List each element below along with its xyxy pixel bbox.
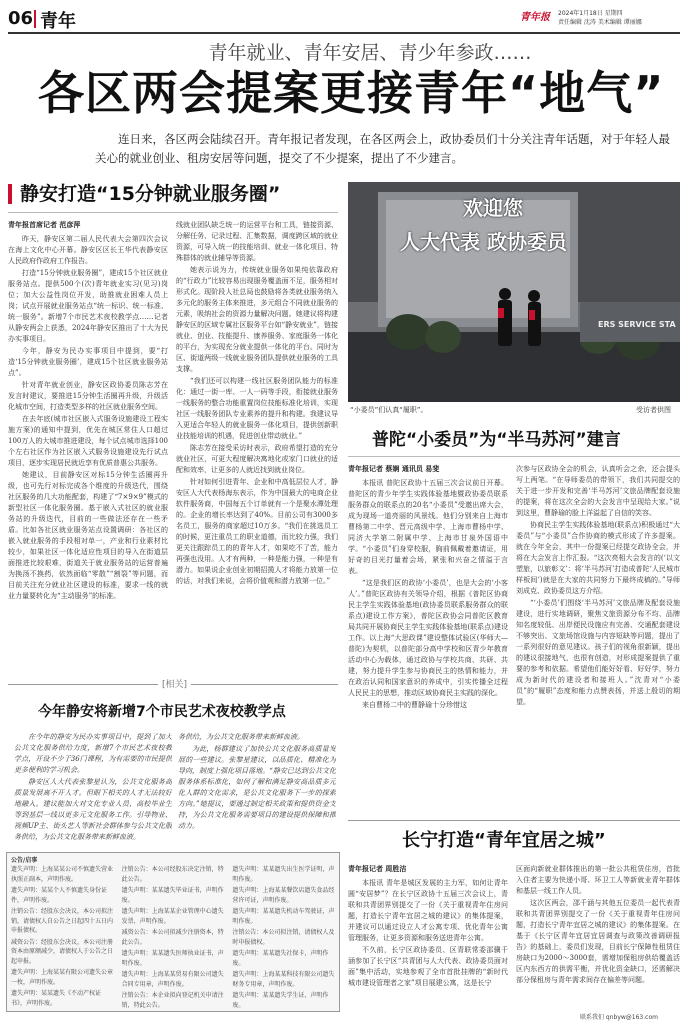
event-photo: [348, 182, 680, 402]
title-marker: [8, 184, 12, 204]
photo-credit: 受访者供图: [636, 406, 671, 414]
paragraph: 静安区人大代表张黎星认为，公共文化服务高质量发展离不开人才。但眼下相关的人才无法较好地融入。建议能加大对文化专业人员、高校毕业生等到基层一线以更多元文化服务工作。引导物业、视频UP主、街头艺人等新社会群体参与公共文化服务供给，为公共文化服务带来新鲜血液。: [14, 778, 172, 841]
ad-entry: 遗失声明：某某遗失出生医学证明，声明作废。: [232, 866, 335, 883]
changning-top-rule: [348, 820, 680, 821]
ad-entry: 注销公告：本企业拟向登记机关申请注销，特此公告。: [121, 992, 224, 1009]
jingan-col-2: [176, 220, 338, 650]
paragraph: 在去年底(城市社区嵌入式服务设施建设工程实施方案)的通知中提到，优先在城区常住人口超过100万人的大城市推进建设，每个试点城市选择100个左右社区作为社区嵌入式服务设施建设先行试点项目，逐步实现居民就近享有优质普惠公共服务。: [8, 415, 168, 467]
lead-paragraph: 连日来，各区两会陆续召开。青年报记者发现，在各区两会上，政协委员们十分关注青年话题，对于年轻人最关心的就业创业、租房安居等问题，提交了不少提案，提出了不少建言。: [95, 132, 670, 165]
page-header: [8, 6, 680, 32]
paragraph: 不久前，长宁区政协委员、区青联常委邵骥千涵参加了长宁区“共青团与人大代表、政协委员面对面”集中活动，实地参观了全市首批挂牌的“新时代城市建设管理者之家”项目展建公寓，这是长宁: [348, 946, 508, 987]
ad-entry: 遗失声明：某某遗失《不动产权证书》，声明作废。: [11, 990, 102, 1007]
jingan-byline: 青年报首席记者 范彦萍: [8, 221, 81, 229]
ad-entry: 遗失声明：上海某某餐饮店遗失食品经营许可证，声明作废。: [232, 887, 335, 904]
newspaper-logo: 青年报: [520, 12, 550, 23]
paragraph: 本报讯 青年是城区发展的主力军，如何让青年圆“安居梦”？在长宁区政协十五届三次会议上，青联和共青团界别提交了一份《关于重视青年住房问题，打造长宁青年宜居之城的建议》的集体提案，并建议可以通过设立人才公寓专项、优化青年公寓管理服务，让更多资源和服务送进青年公寓。: [348, 879, 508, 942]
jingan-title-block: [8, 180, 338, 208]
paragraph: 来自曹杨二中的曹静瑜十分珍惜这: [362, 701, 467, 709]
putuo-title: 普陀“小委员”为“半马苏河”建言: [372, 430, 621, 450]
ad-entry: 遗失声明：某某遗失毕业证书，声明作废。: [121, 887, 224, 904]
ad-entry: 遗失声明：上海某某贸易有限公司遗失合同专用章，声明作废。: [121, 971, 224, 988]
header-rule: [8, 32, 680, 34]
putuo-col-1: [348, 478, 508, 810]
related-col-2: [178, 732, 336, 844]
ad-entry: 遗失声明：某某遗失社保卡，声明作废。: [232, 950, 329, 967]
issue-date: 2024年1月18日 星期四: [558, 10, 623, 17]
paragraph: 她建议，目前静安区对标15分钟生活圈再升级，也可先行对标完成各个维度的升级迭代，围绕社区服务的几大功能配套，构建了“7×9×9”模式的新型社区一体化服务圈。基于嵌入式社区的就业服务站的升级迭代，目前的一些做法还存在一些矛盾。比如各社区就业服务站点设置调研：各社区的嵌入就业服务的手段相对单一，产业和行业素材比较少，如果社区一体化适应性项目的导入在街道层面推进比较艰难，街道关于就业服务站的运营普遍为换汤不换药，依然面临“零散”“割裂”等问题，而目前关注充分就业社区建设的标准，要求一线的就业力量要转化为“主动服务”的标准。: [8, 471, 168, 600]
ad-entry: 遗失声明：上海某某有限公司遗失公章一枚，声明作废。: [11, 969, 114, 986]
ad-entry: 注销公告：本公司经股东决定注销，特此公告。: [121, 866, 224, 883]
ad-entry: 遗失声明：某某遗失机动车驾驶证，声明作废。: [232, 908, 335, 925]
ad-entry: 减资公告：本公司拟减少注册资本，特此公告。: [121, 929, 224, 946]
paragraph: 陈志芳在接受采访时表示，政府希望打造的充分就业社区，可更大程度解决寓地化或家门口就业的适配和效率，让更多的人就近找到就业岗位。: [176, 444, 338, 474]
putuo-byline: 青年报记者 蔡娴 通讯员 易斐: [348, 465, 440, 473]
paragraph: 针对青年就业创业，静安区政协委员陈志芳在发言时建议，要推进15分钟生活圈再升级，升级活化城市空间，打造类型多样的社区就业服务空间。: [8, 381, 168, 411]
paragraph: 在今年的静安为民办实事项目中，提到了加大公共文化服务供给力度，新增7个市民艺术夜校教学点，开设不少于36门课程，为有需要的市民提供更多便利的学习机会。: [14, 733, 172, 774]
putuo-col-2: [516, 464, 680, 810]
ad-entry: 遗失声明：上海某某公司不慎遗失营业执照正副本，声明作废。: [11, 866, 114, 883]
photo-caption: “小委员”们认真“履职”。: [350, 406, 428, 414]
kicker: 青年就业、青年安居、青少年参政……: [208, 42, 532, 64]
jingan-title: 静安打造“15分钟就业服务圈”: [20, 183, 281, 205]
paragraph: “‘小委员’们围绕‘半马苏河’文旅品牌及配套设施建设，进行实地调研，聚焦文旅资源分布不均、品牌知名度较低、出岸便民设施应有完善、交通配套建设不够突出、文旅场馆设施与内容短缺等问题，提出了一系列很好的意见建议。孩子们的视角很新颖，提出的建议很接地气，也很有创造，对形成提案提供了重要的参考和依据。希望他们能好好看、好好学，努力成为新时代的建设者和接班人。”沈青对“小委员”的“履职”态度和能力点赞表扬，并送上殷切的期望。: [516, 599, 680, 706]
page-number: 06: [8, 8, 34, 29]
ad-entry: 遗失声明：上海某某企业管理中心遗失发票，声明作废。: [121, 908, 224, 925]
paragraph: 针对如何引进青年、企业和中高低层位人才，静安区人大代表杨海东表示，作为中国最大的电商企业软件服务商，中国每五个订单就有一个是聚水潭处理的。企业的增长率达到了40%。目前公司有3000多名员工，服务的商家超过10万多。“我们在挑选员工的时候，更注重员工的职业道德，而比较力强，我们更关注跟踪员工的的青年人才，如果吃不了苦，能力再强也没用。人才有两种，一种是能力强，一种是有潜力。如果说企业创业初期招揽人才将能力放第一位的话，对我们来说，会将价值观和潜力放第一位。”: [176, 478, 338, 585]
ad-entry: 遗失声明：某某个人不慎遗失身份证件，声明作废。: [11, 887, 108, 904]
paragraph: 务供给，为公共文化服务带来新鲜血液。: [178, 733, 304, 741]
ad-entry: 减资公告：经股东会决议，本公司注册资本由原额减少，请债权人于公告之日起申报。: [11, 938, 114, 965]
paragraph: 昨天，静安区第二届人民代表大会第四次会议在海上文化中心开幕。静安区区长王华代表静安区人民政府作政府工作报告。: [8, 235, 168, 265]
banner-text-2: 人大代表 政协委员: [400, 230, 567, 254]
paragraph: 区面向新就业群体推出的第一批公共租赁住房，首批入住者主要为快递小哥、环卫工人等新就业青年群体和基层一线工作人员。: [516, 865, 680, 895]
paragraph: “我们还可以构建一线社区服务团队能力的标准化：通过一街一库、一人一码等手段，衔接就业服务一线服务的整合功能重置岗位技能标准化培训，实现社区一线服务团队专业素养的提升和构建。我建议导入更适合年轻人的就业服务一体化项目，提供创新职业技能培训的机遇，促进创业带动就业。”: [176, 377, 338, 440]
changning-byline: 青年报记者 周胜洁: [348, 865, 407, 873]
changning-title: 长宁打造“青年宜居之城”: [402, 830, 606, 851]
section-name: 青年: [40, 11, 76, 32]
header-divider: [34, 10, 36, 28]
putuo-rule: [348, 456, 680, 457]
editors-credit: 责任编辑 沈涛 美术编辑 谭丽娜: [558, 19, 642, 26]
paragraph: 本报讯 普陀区政协十五届三次会议前日开幕。普陀区的青少年学生实践体验基地暨政协委员联系服务群众的联系点的20名“小委员”受邀出席大会，成为现场一道亮丽的风景线。他们分别来自上海市曹杨第二中学、晋元高级中学、上海市曹杨中学、同济大学第二附属中学、上海市甘泉外国语中学。“小委员”们身穿校服，胸前佩戴着邀请证，用好奇的目光打量着会场，紧张和兴奋之情溢于言表。: [348, 479, 508, 575]
related-tag: [相关]: [158, 677, 191, 690]
ad-entry: 注销公告：本公司拟注销，请债权人及时申报债权。: [232, 929, 335, 946]
ad-entry: 遗失声明：上海某某科技有限公司遗失财务专用章，声明作废。: [232, 971, 335, 988]
ads-body: [11, 865, 337, 1011]
paragraph: “这是我们区的政协‘小委员’，也是大会的‘小客人’。”普陀区政协有关领导介绍，根据《普陀区协商民主学生实践体验基地(政协委员联系服务群众的联系点)建设工作方案》，普陀区政协会同普陀区教育局共同开展协商民主学生实践体验基地(联系点)建设工作。以上海“大思政课”建设整体试验区(华师大—普陀)为契机，以普陀部分高中学校和区青少年教育活动中心为载体，通过政协与学校共商、共研、共建，努力提升学生参与协商民主的热情和能力，并在政治认同和国家意识的养成中，引实传播全过程人民民主的思想，推动区域协商民主实践的深化。: [348, 579, 508, 697]
paragraph: 为此，杨群建议了加快公共文化服务高质量发展的一些建议。张黎星建议，以品质化、精准化为导向，制度上强化项目落地。“静安已达到公共文化服务体系标准化，如何了解和满足静安高品质多元化人群的文化需求，是公共文化服务下一步的探索方向。”她提议，要通过制定相关政策和提供资金支持，为公共文化服务需要项目的建设提供保障和推动力。: [178, 745, 336, 830]
ads-title: 公告/启事: [11, 857, 38, 864]
jingan-col-1: [8, 234, 168, 650]
headline: 各区两会提案更接青年“地气”: [38, 66, 665, 120]
classified-ads: [6, 852, 340, 1012]
related-col-1: [14, 732, 172, 844]
ad-entry: 遗失声明：某某遗失学生证，声明作废。: [232, 992, 329, 1009]
paragraph: 这次区两会，邵千涵与其他五位委员一起代表青联和共青团界别提交了一份《关于重视青年住房问题，打造长宁青年宜居之城的建议》的集体提案。在基于《长宁区青年宜居宜居调查与政策改善调研报告》的基础上，委员们发现，目前长宁保障性租赁住房缺口为2000～3000套，需增加保租房供给覆盖活区内东西方的供需平衡，并优化资金缺口，还需解决部分保租房与青年需求间存在偏差等问题。: [516, 899, 680, 984]
paragraph: 次参与区政协全会的机会，认真听会之余，还会提头写上两笔。“在导师委员的带领下，我们共同提交的关于进一步开发和完善‘半马苏河’文旅品牌配套设施的提案，将在这次全会的大会发言中呈现给大家。”说到这里，曹静瑜的脸上洋溢起了自信的笑容。: [516, 465, 680, 517]
paragraph: 协商民主学生实践体验基地(联系点)积极通过“大委员”与“小委员”合作协商的模式形成了许多提案。就在今年全会，其中一份提案已经提交政协全会，并将在大会发言上作汇报。“这次亮相大会发言的(‘以文塑旅，以旅彰文’：将‘半马苏河’打造成普陀‘人民城市样板间’)就是在大家的共同努力下最终成稿的。”导师刘成克、政协委员这方介绍。: [516, 521, 680, 595]
paragraph: 打造“15分钟就业服务圈”，建成15个社区就业服务站点。提供500个(次)青年就业实习(见习)岗位；加大公益性岗位开发，助推就业困难人员上岗；试点开展就业服务站点“统一标识、统一标准、统一服务”。新增7个市民艺术夜校教学点……记者从静安两会上获悉，2024年静安区推出了十大为民办实事项目。: [8, 269, 168, 343]
paragraph: 线就业团队缺乏统一的运营平台和工具，链接资源、分解任务、记录过程、汇集数据，调度跨区域的就业资源，可导入统一的技能培训、就业一体化项目、特殊群体的就业辅导等资源。: [176, 221, 338, 262]
jingan-rule: [8, 212, 338, 213]
changning-col-1: [348, 878, 508, 1008]
paragraph: 她表示说为力，传统就业服务如果纯依靠政府的“行政力”比较容易出现服务覆盖面不足，服务相对形式化。现阶段人社总局也鼓励将各类就业服务纳入多元化的服务主体来推进，多元组合不同就业服务的元素，吸纳社会的资源力量解决问题。她建议将构建静安区的区域专属社区服务平台如“静安就业”，链接就业、创业、技能提升、康养服务、家庭服务一体化的平台，为实现充分就业提供一体化的平台。同时为区、街道两级一线就业服务团队提供就业服务的工具支撑。: [176, 266, 338, 373]
related-title: 今年静安将新增7个市民艺术夜校教学点: [38, 704, 286, 720]
changning-col-2: [516, 864, 680, 1008]
footer-email: 联系我们 qnbyw@163.com: [580, 1014, 658, 1021]
ad-entry: 注销公告：经股东会决议，本公司拟注销，请债权人自公告之日起四十五日内申报债权。: [11, 908, 114, 934]
ad-entry: 遗失声明：某某遗失医师执业证书，声明作废。: [121, 950, 224, 967]
service-sign: ERS SERVICE STA: [598, 320, 676, 329]
banner-text-1: 欢迎您: [463, 196, 523, 220]
paragraph: 今年，静安为民办实事项目中提到，要“打造‘15分钟就业服务圈’，建成15个社区就业服务站点”。: [8, 347, 168, 377]
